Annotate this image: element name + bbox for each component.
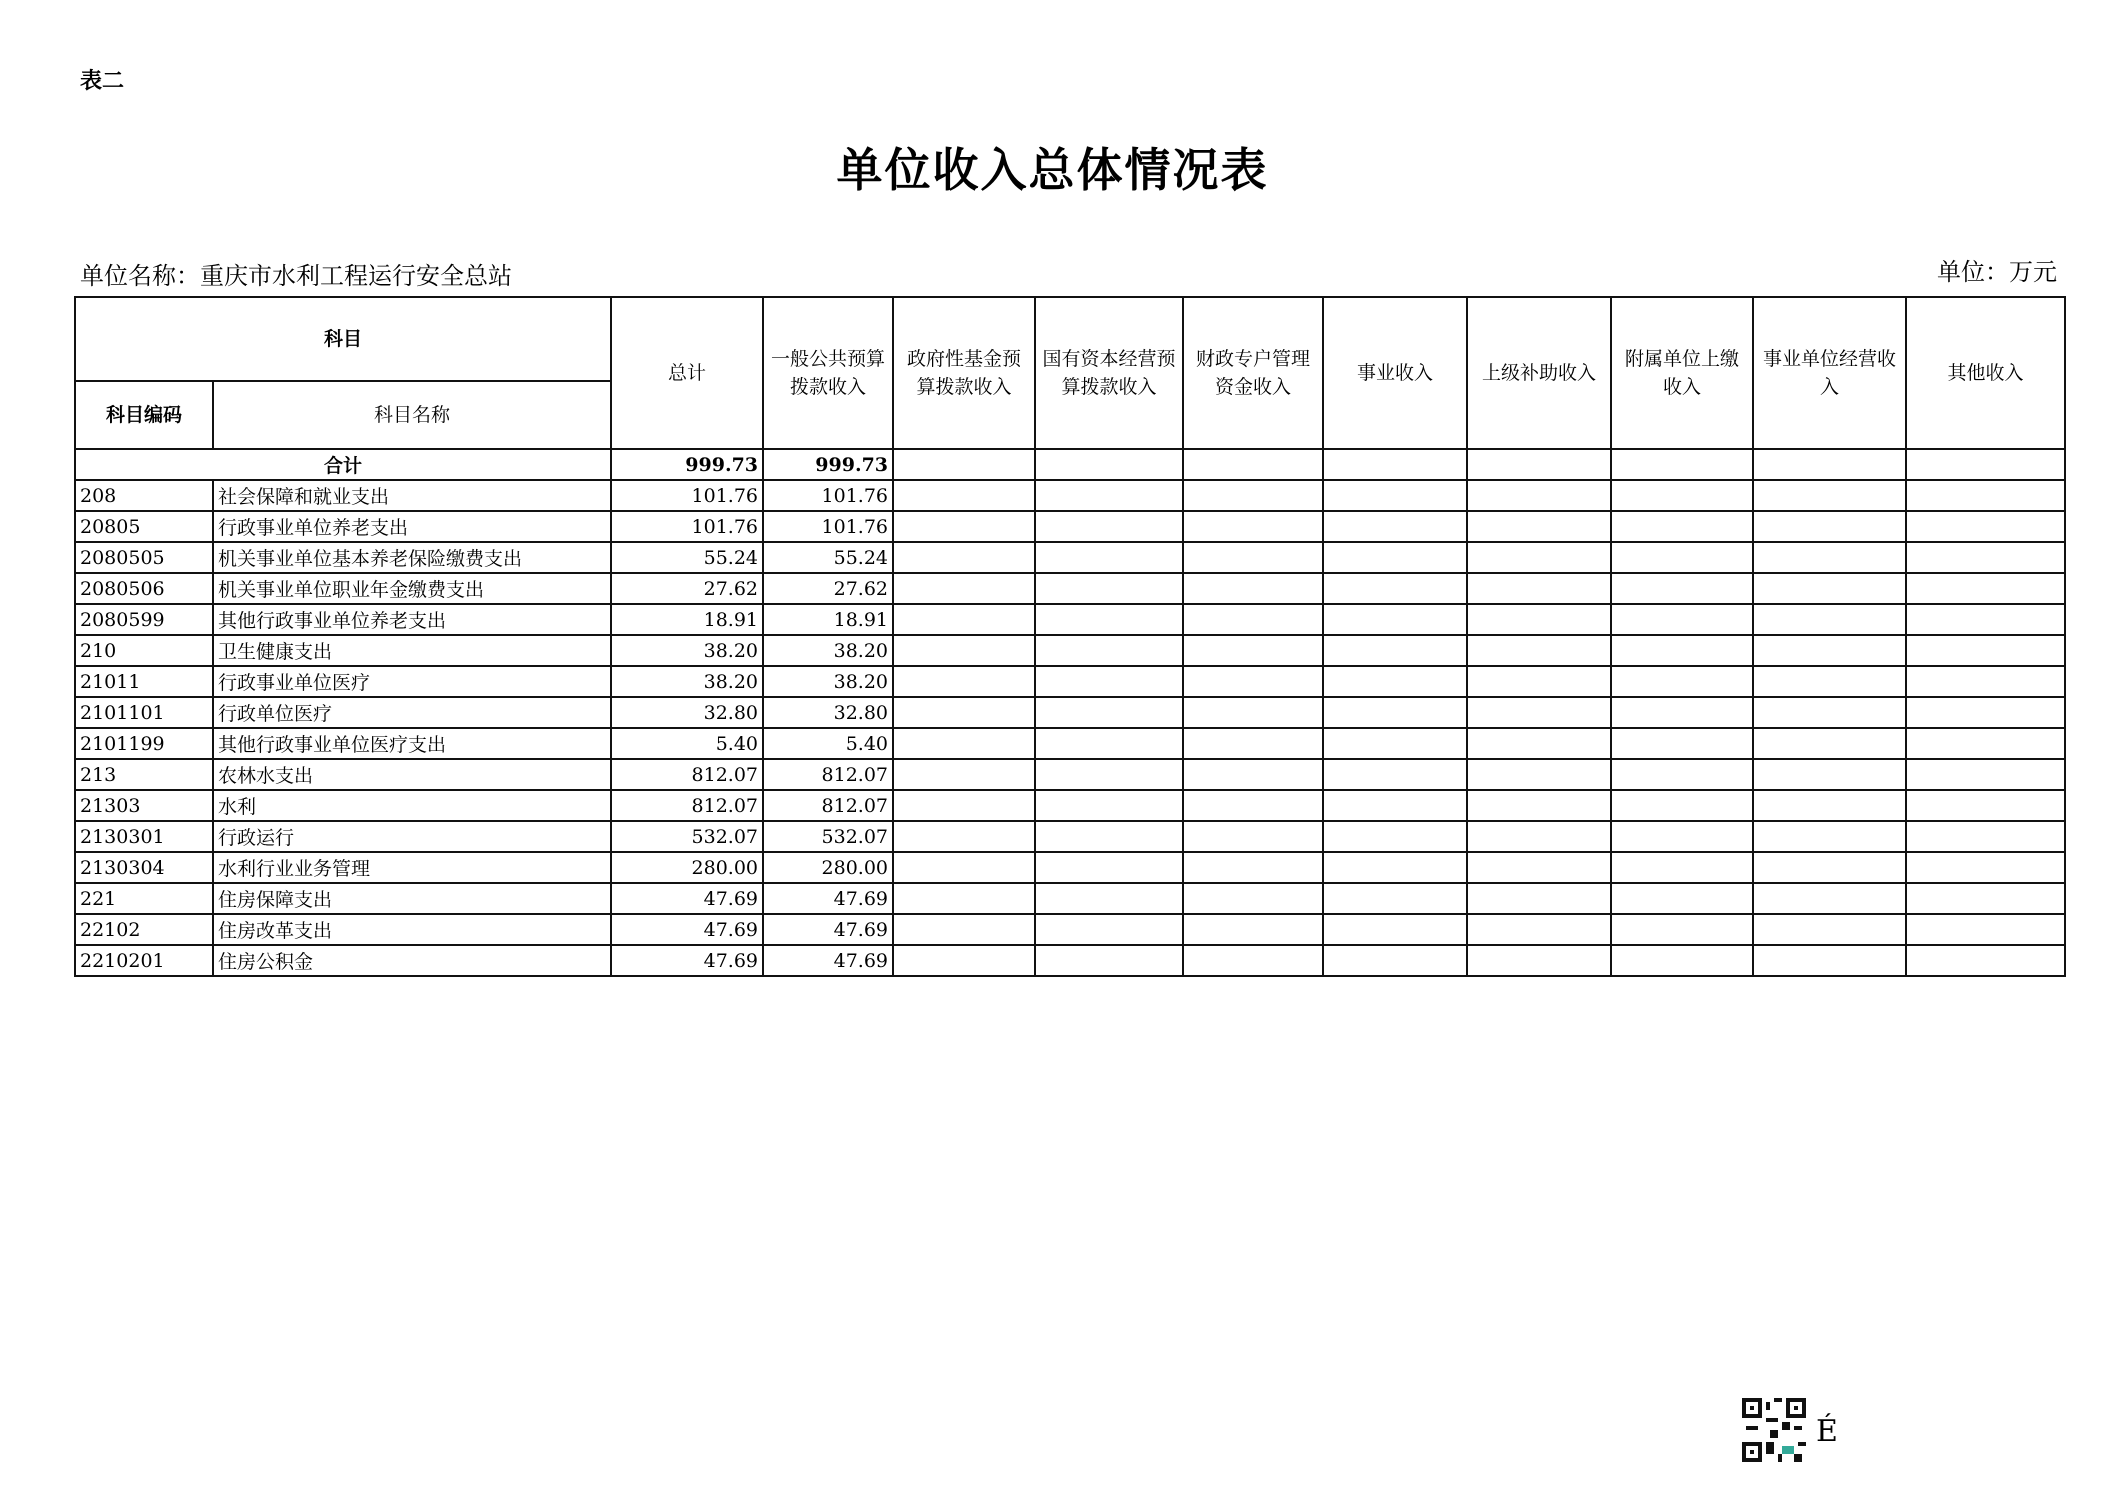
general-budget-cell: 812.07 xyxy=(763,790,893,821)
empty-cell xyxy=(1753,728,1906,759)
table-row xyxy=(75,697,2065,728)
table-row xyxy=(75,852,2065,883)
currency-unit-label: 单位：万元 xyxy=(1937,258,2057,286)
empty-cell xyxy=(893,790,1035,821)
empty-cell xyxy=(1467,821,1611,852)
empty-cell xyxy=(1753,635,1906,666)
footer-mark: É xyxy=(1816,1414,1838,1449)
total-cell: 32.80 xyxy=(611,697,763,728)
empty-cell xyxy=(893,728,1035,759)
total-cell: 47.69 xyxy=(611,883,763,914)
empty-cell xyxy=(1035,852,1183,883)
empty-cell xyxy=(1183,511,1323,542)
empty-cell xyxy=(1611,511,1753,542)
empty-cell xyxy=(893,697,1035,728)
subject-name-cell: 农林水支出 xyxy=(213,759,611,790)
empty-cell xyxy=(1906,604,2065,635)
subject-name-cell: 行政事业单位医疗 xyxy=(213,666,611,697)
total-cell: 27.62 xyxy=(611,573,763,604)
empty-cell xyxy=(1035,883,1183,914)
empty-cell xyxy=(893,945,1035,976)
empty-cell xyxy=(1611,945,1753,976)
empty-cell xyxy=(1183,759,1323,790)
empty-cell xyxy=(1323,821,1467,852)
general-budget-cell: 27.62 xyxy=(763,573,893,604)
table-row xyxy=(75,604,2065,635)
total-cell: 47.69 xyxy=(611,945,763,976)
empty-cell xyxy=(1611,852,1753,883)
empty-cell xyxy=(1183,790,1323,821)
empty-cell xyxy=(1906,945,2065,976)
empty-cell xyxy=(1035,697,1183,728)
total-cell: 101.76 xyxy=(611,480,763,511)
empty-cell xyxy=(1467,542,1611,573)
subject-name-cell: 行政运行 xyxy=(213,821,611,852)
subject-name-cell: 水利行业业务管理 xyxy=(213,852,611,883)
empty-cell xyxy=(1035,604,1183,635)
table-row xyxy=(75,666,2065,697)
table-row xyxy=(75,635,2065,666)
general-budget-cell: 532.07 xyxy=(763,821,893,852)
subject-name-cell: 其他行政事业单位医疗支出 xyxy=(213,728,611,759)
empty-cell xyxy=(1323,945,1467,976)
empty-cell xyxy=(1467,945,1611,976)
empty-cell xyxy=(1323,728,1467,759)
empty-cell xyxy=(1323,635,1467,666)
subject-name-cell: 住房保障支出 xyxy=(213,883,611,914)
total-amount: 999.73 xyxy=(611,449,763,480)
empty-cell xyxy=(1611,635,1753,666)
empty-cell xyxy=(1467,852,1611,883)
header-superior-subsidy: 上级补助收入 xyxy=(1467,297,1611,449)
empty-cell xyxy=(1323,790,1467,821)
empty-cell xyxy=(1183,883,1323,914)
empty-cell xyxy=(1906,511,2065,542)
empty-cell xyxy=(1906,852,2065,883)
empty-cell xyxy=(1467,480,1611,511)
subject-code-cell: 20805 xyxy=(75,511,213,542)
header-total: 总计 xyxy=(611,297,763,449)
empty-cell xyxy=(1906,759,2065,790)
empty-cell xyxy=(1753,883,1906,914)
empty-cell xyxy=(1906,728,2065,759)
empty-cell xyxy=(1611,728,1753,759)
empty-cell xyxy=(1753,914,1906,945)
empty-cell xyxy=(1183,821,1323,852)
header-subject: 科目 xyxy=(75,297,611,381)
total-cell: 101.76 xyxy=(611,511,763,542)
qr-code-icon xyxy=(1742,1398,1806,1462)
empty-cell xyxy=(1906,821,2065,852)
table-row xyxy=(75,945,2065,976)
empty-cell xyxy=(893,542,1035,573)
subject-code-cell: 2101199 xyxy=(75,728,213,759)
table-row xyxy=(75,511,2065,542)
income-table xyxy=(74,296,2066,977)
empty-cell xyxy=(1753,511,1906,542)
empty-cell xyxy=(1323,666,1467,697)
empty-cell xyxy=(1753,697,1906,728)
empty-cell xyxy=(1467,511,1611,542)
subject-name-cell: 其他行政事业单位养老支出 xyxy=(213,604,611,635)
empty-cell xyxy=(1753,821,1906,852)
empty-cell xyxy=(1753,945,1906,976)
subject-code-cell: 2130304 xyxy=(75,852,213,883)
header-business-income: 事业收入 xyxy=(1323,297,1467,449)
table-row xyxy=(75,573,2065,604)
general-budget-cell: 38.20 xyxy=(763,666,893,697)
empty-cell xyxy=(1183,635,1323,666)
subject-name-cell: 水利 xyxy=(213,790,611,821)
empty-cell xyxy=(1035,635,1183,666)
empty-cell xyxy=(1035,542,1183,573)
empty-cell xyxy=(1183,480,1323,511)
empty-cell xyxy=(1753,542,1906,573)
empty-cell xyxy=(1753,666,1906,697)
total-cell: 38.20 xyxy=(611,635,763,666)
empty-cell xyxy=(1035,480,1183,511)
empty-cell xyxy=(1035,790,1183,821)
empty-cell xyxy=(1323,511,1467,542)
total-cell: 47.69 xyxy=(611,914,763,945)
empty-cell xyxy=(1035,573,1183,604)
general-budget-cell: 47.69 xyxy=(763,883,893,914)
subject-name-cell: 卫生健康支出 xyxy=(213,635,611,666)
empty-cell xyxy=(1611,821,1753,852)
empty-cell xyxy=(1467,914,1611,945)
total-cell: 38.20 xyxy=(611,666,763,697)
total-cell: 55.24 xyxy=(611,542,763,573)
empty-cell xyxy=(1183,604,1323,635)
empty-cell xyxy=(1906,480,2065,511)
general-budget-cell: 812.07 xyxy=(763,759,893,790)
header-state-capital: 国有资本经营预算拨款收入 xyxy=(1035,297,1183,449)
header-operating-income: 事业单位经营收入 xyxy=(1753,297,1906,449)
subject-name-cell: 机关事业单位基本养老保险缴费支出 xyxy=(213,542,611,573)
subject-name-cell: 住房公积金 xyxy=(213,945,611,976)
empty-cell xyxy=(1183,945,1323,976)
subject-name-cell: 行政事业单位养老支出 xyxy=(213,511,611,542)
subject-name-cell: 机关事业单位职业年金缴费支出 xyxy=(213,573,611,604)
total-cell: 280.00 xyxy=(611,852,763,883)
subject-code-cell: 22102 xyxy=(75,914,213,945)
empty-cell xyxy=(1611,542,1753,573)
empty-cell xyxy=(1035,821,1183,852)
empty-cell xyxy=(1323,883,1467,914)
empty-cell xyxy=(893,821,1035,852)
general-budget-cell: 38.20 xyxy=(763,635,893,666)
empty-cell xyxy=(1035,666,1183,697)
empty-cell xyxy=(1906,883,2065,914)
header-special-account: 财政专户管理资金收入 xyxy=(1183,297,1323,449)
table-row xyxy=(75,821,2065,852)
empty-cell xyxy=(893,883,1035,914)
total-general-budget: 999.73 xyxy=(763,449,893,480)
empty-cell xyxy=(1906,697,2065,728)
empty-cell xyxy=(1611,759,1753,790)
empty-cell xyxy=(893,604,1035,635)
empty-cell xyxy=(1183,852,1323,883)
general-budget-cell: 32.80 xyxy=(763,697,893,728)
empty-cell xyxy=(1035,511,1183,542)
table-row xyxy=(75,914,2065,945)
empty-cell xyxy=(1467,728,1611,759)
empty-cell xyxy=(1467,790,1611,821)
empty-cell xyxy=(1323,604,1467,635)
subject-code-cell: 21303 xyxy=(75,790,213,821)
empty-cell xyxy=(1035,759,1183,790)
subject-name-cell: 行政单位医疗 xyxy=(213,697,611,728)
general-budget-cell: 18.91 xyxy=(763,604,893,635)
subject-code-cell: 221 xyxy=(75,883,213,914)
empty-cell xyxy=(1183,573,1323,604)
empty-cell xyxy=(1035,945,1183,976)
empty-cell xyxy=(893,511,1035,542)
empty-cell xyxy=(893,759,1035,790)
empty-cell xyxy=(893,852,1035,883)
general-budget-cell: 5.40 xyxy=(763,728,893,759)
empty-cell xyxy=(1611,573,1753,604)
empty-cell xyxy=(1611,697,1753,728)
empty-cell xyxy=(1323,852,1467,883)
empty-cell xyxy=(1467,697,1611,728)
table-row xyxy=(75,790,2065,821)
table-row xyxy=(75,480,2065,511)
header-subject-name: 科目名称 xyxy=(213,381,611,449)
empty-cell xyxy=(1183,697,1323,728)
empty-cell xyxy=(893,914,1035,945)
empty-cell xyxy=(1906,666,2065,697)
subject-code-cell: 208 xyxy=(75,480,213,511)
table-row xyxy=(75,759,2065,790)
empty-cell xyxy=(1467,635,1611,666)
empty-cell xyxy=(1183,728,1323,759)
empty-cell xyxy=(1753,852,1906,883)
empty-cell xyxy=(1611,790,1753,821)
subject-code-cell: 213 xyxy=(75,759,213,790)
empty-cell xyxy=(1467,883,1611,914)
header-gov-fund: 政府性基金预算拨款收入 xyxy=(893,297,1035,449)
empty-cell xyxy=(893,635,1035,666)
empty-cell xyxy=(1467,604,1611,635)
empty-cell xyxy=(1035,728,1183,759)
empty-cell xyxy=(1753,573,1906,604)
subject-code-cell: 21011 xyxy=(75,666,213,697)
total-cell: 812.07 xyxy=(611,759,763,790)
empty-cell xyxy=(1183,542,1323,573)
empty-cell xyxy=(1183,914,1323,945)
subject-code-cell: 2080506 xyxy=(75,573,213,604)
empty-cell xyxy=(1323,542,1467,573)
total-cell: 812.07 xyxy=(611,790,763,821)
subject-name-cell: 社会保障和就业支出 xyxy=(213,480,611,511)
total-label: 合计 xyxy=(75,449,611,480)
empty-cell xyxy=(893,666,1035,697)
general-budget-cell: 101.76 xyxy=(763,511,893,542)
empty-cell xyxy=(1035,914,1183,945)
header-other-income: 其他收入 xyxy=(1906,297,2065,449)
empty-cell xyxy=(1323,759,1467,790)
empty-cell xyxy=(1323,573,1467,604)
subject-code-cell: 2080505 xyxy=(75,542,213,573)
general-budget-cell: 101.76 xyxy=(763,480,893,511)
empty-cell xyxy=(1753,790,1906,821)
general-budget-cell: 47.69 xyxy=(763,914,893,945)
empty-cell xyxy=(1611,666,1753,697)
table-number-label: 表二 xyxy=(80,68,125,94)
header-subject-code: 科目编码 xyxy=(75,381,213,449)
empty-cell xyxy=(893,573,1035,604)
subject-code-cell: 2080599 xyxy=(75,604,213,635)
empty-cell xyxy=(1183,666,1323,697)
total-cell: 5.40 xyxy=(611,728,763,759)
empty-cell xyxy=(1611,480,1753,511)
empty-cell xyxy=(1906,573,2065,604)
unit-name-label: 单位名称：重庆市水利工程运行安全总站 xyxy=(80,262,512,290)
empty-cell xyxy=(1753,759,1906,790)
empty-cell xyxy=(1467,573,1611,604)
table-row xyxy=(75,728,2065,759)
empty-cell xyxy=(1906,542,2065,573)
empty-cell xyxy=(1323,914,1467,945)
header-general-budget: 一般公共预算拨款收入 xyxy=(763,297,893,449)
table-row xyxy=(75,542,2065,573)
total-cell: 18.91 xyxy=(611,604,763,635)
empty-cell xyxy=(1323,697,1467,728)
subject-code-cell: 2130301 xyxy=(75,821,213,852)
empty-cell xyxy=(893,480,1035,511)
empty-cell xyxy=(1611,914,1753,945)
empty-cell xyxy=(1611,604,1753,635)
page-title: 单位收入总体情况表 xyxy=(836,143,1269,197)
total-row xyxy=(75,449,2065,480)
subject-code-cell: 2101101 xyxy=(75,697,213,728)
empty-cell xyxy=(1906,635,2065,666)
empty-cell xyxy=(1467,759,1611,790)
empty-cell xyxy=(1323,480,1467,511)
empty-cell xyxy=(1467,666,1611,697)
empty-cell xyxy=(1753,480,1906,511)
empty-cell xyxy=(1906,790,2065,821)
empty-cell xyxy=(1753,604,1906,635)
general-budget-cell: 55.24 xyxy=(763,542,893,573)
subject-code-cell: 210 xyxy=(75,635,213,666)
total-cell: 532.07 xyxy=(611,821,763,852)
subject-name-cell: 住房改革支出 xyxy=(213,914,611,945)
subject-code-cell: 2210201 xyxy=(75,945,213,976)
general-budget-cell: 280.00 xyxy=(763,852,893,883)
header-affiliated-income: 附属单位上缴收入 xyxy=(1611,297,1753,449)
general-budget-cell: 47.69 xyxy=(763,945,893,976)
table-row xyxy=(75,883,2065,914)
empty-cell xyxy=(1611,883,1753,914)
empty-cell xyxy=(1906,914,2065,945)
